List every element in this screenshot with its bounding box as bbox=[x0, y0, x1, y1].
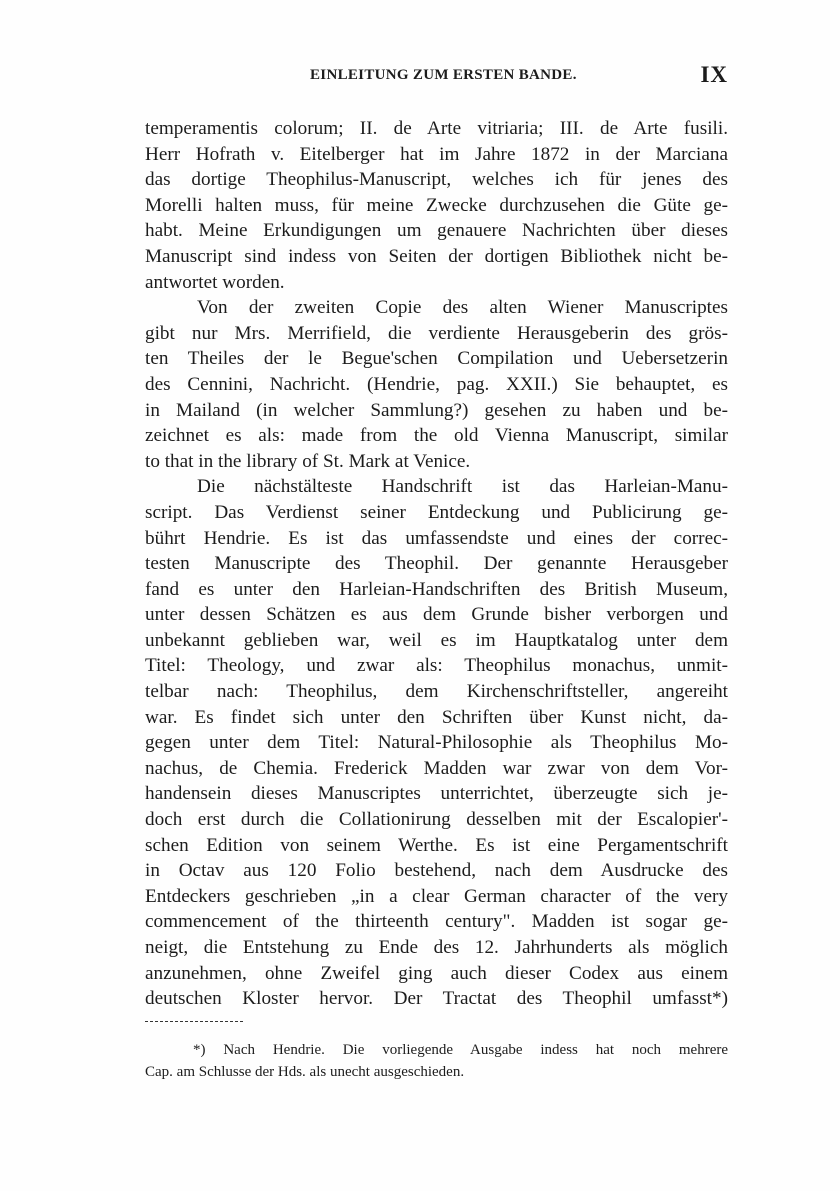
text-line: Manuscript sind indess von Seiten der dortigen Bibliothek nicht be- bbox=[145, 245, 728, 267]
text-line: Herr Hofrath v. Eitelberger hat im Jahre 1872 in der Marciana bbox=[145, 143, 728, 165]
page-number: IX bbox=[700, 62, 728, 87]
text-line: testen Manuscripte des Theophil. Der genannte Herausgeber bbox=[145, 553, 728, 575]
text-line: unbekannt geblieben war, weil es im Hauptkatalog unter dem bbox=[145, 629, 728, 651]
text-line: bührt Hendrie. Es ist das umfassendste und eines der correc- bbox=[145, 527, 728, 549]
text-line: schen Edition von seinem Werthe. Es ist eine Pergamentschrift bbox=[145, 834, 728, 856]
footnote-rule bbox=[145, 1021, 243, 1022]
footnote-line: *) Nach Hendrie. Die vorliegende Ausgabe indess hat noch mehrere bbox=[193, 1042, 728, 1058]
text-line: das dortige Theophilus-Manuscript, welches ich für jenes des bbox=[145, 169, 728, 191]
text-line: gibt nur Mrs. Merrifield, die verdiente Herausgeberin des grös- bbox=[145, 322, 728, 344]
text-line: Titel: Theology, und zwar als: Theophilus monachus, unmit- bbox=[145, 655, 728, 677]
page-header bbox=[145, 62, 728, 90]
text-line: to that in the library of St. Mark at Venice. bbox=[145, 450, 471, 472]
text-line: war. Es findet sich unter den Schriften über Kunst nicht, da- bbox=[145, 706, 728, 728]
text-line: telbar nach: Theophilus, dem Kirchenschriftsteller, angereiht bbox=[145, 681, 728, 703]
footnote-line: Cap. am Schlusse der Hds. als unecht ausgeschieden. bbox=[145, 1064, 465, 1080]
body-text bbox=[145, 116, 728, 1012]
text-line: doch erst durch die Collationirung desselben mit der Escalopier'- bbox=[145, 809, 728, 831]
text-line: temperamentis colorum; II. de Arte vitriaria; III. de Arte fusili. bbox=[145, 118, 728, 139]
text-line: deutschen Kloster hervor. Der Tractat des Theophil umfasst*) bbox=[145, 988, 728, 1010]
paragraph-start-line: Von der zweiten Copie des alten Wiener Manuscriptes bbox=[197, 297, 728, 319]
text-line: nachus, de Chemia. Frederick Madden war zwar von dem Vor- bbox=[145, 757, 728, 779]
text-line: des Cennini, Nachricht. (Hendrie, pag. XXII.) Sie behauptet, es bbox=[145, 373, 728, 395]
paragraph-start-line: Die nächstälteste Handschrift ist das Harleian-Manu- bbox=[197, 476, 728, 498]
text-line: handensein dieses Manuscriptes unterrichtet, überzeugte sich je- bbox=[145, 783, 728, 805]
text-line: ten Theiles der le Begue'schen Compilation und Uebersetzerin bbox=[145, 348, 728, 370]
text-line: in Octav aus 120 Folio bestehend, nach dem Ausdrucke des bbox=[145, 860, 728, 882]
footnote bbox=[145, 1039, 728, 1083]
text-line: zeichnet es als: made from the old Vienna Manuscript, similar bbox=[145, 425, 728, 447]
text-line: antwortet worden. bbox=[145, 271, 285, 293]
text-line: Entdeckers geschrieben „in a clear German character of the very bbox=[145, 885, 728, 907]
text-line: gegen unter dem Titel: Natural-Philosophie als Theophilus Mo- bbox=[145, 732, 728, 754]
text-line: anzunehmen, ohne Zweifel ging auch dieser Codex aus einem bbox=[145, 962, 728, 984]
text-line: in Mailand (in welcher Sammlung?) gesehen zu haben und be- bbox=[145, 399, 728, 421]
text-line: script. Das Verdienst seiner Entdeckung und Publicirung ge- bbox=[145, 501, 728, 523]
text-line: habt. Meine Erkundigungen um genauere Nachrichten über dieses bbox=[145, 220, 728, 242]
text-line: unter dessen Schätzen es aus dem Grunde bisher verborgen und bbox=[145, 604, 728, 626]
text-line: neigt, die Entstehung zu Ende des 12. Jahrhunderts als möglich bbox=[145, 937, 728, 958]
text-line: Morelli halten muss, für meine Zwecke durchzusehen die Güte ge- bbox=[145, 194, 728, 216]
text-line: fand es unter den Harleian-Handschriften des British Museum, bbox=[145, 578, 728, 600]
text-line: commencement of the thirteenth century". Madden ist sogar ge- bbox=[145, 911, 728, 933]
running-head: EINLEITUNG ZUM ERSTEN BANDE. bbox=[310, 67, 577, 83]
